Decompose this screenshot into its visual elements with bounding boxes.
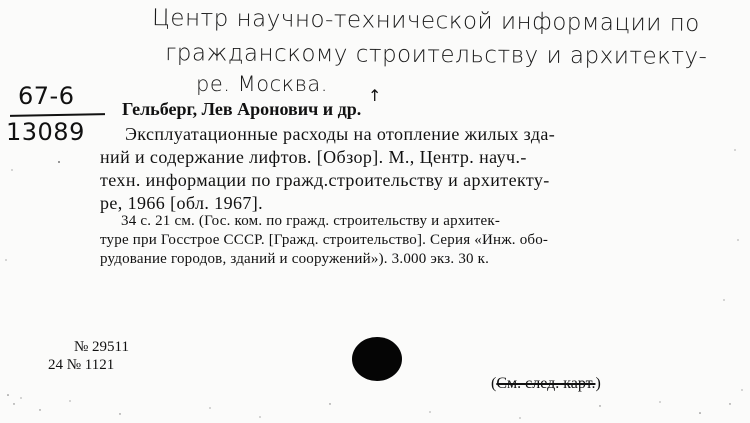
title-line: техн. информации по гражд.строительству и архитекту- bbox=[100, 170, 550, 190]
handwritten-publisher-line-1: Центр научно-технической информации по bbox=[151, 5, 700, 37]
details-line: туре при Госстрое СССР. [Гражд. строительство]. Серия «Инж. обо- bbox=[100, 232, 549, 248]
title-line: Эксплуатационные расходы на отопление жилых зда- bbox=[125, 124, 556, 144]
see-card-open-paren: ( bbox=[491, 375, 497, 392]
handwritten-publisher-line-2: гражданскому строительству и архитекту- bbox=[164, 40, 708, 70]
see-card-close-paren: ) bbox=[595, 375, 601, 392]
title-line: ний и содержание лифтов. [Обзор]. М., Центр. науч.- bbox=[100, 147, 527, 167]
details-line: 34 с. 21 см. (Гос. ком. по гражд. строительству и архитек- bbox=[121, 213, 501, 229]
copy-number: 24 № 1121 bbox=[48, 357, 115, 373]
details-line: рудование городов, зданий и сооружений»). 3.000 экз. 30 к. bbox=[100, 251, 490, 267]
see-card-struck-text: См. след. карт. bbox=[496, 375, 596, 392]
author-heading: Гельберг, Лев Аронович и др. bbox=[122, 99, 362, 119]
handwritten-publisher-line-3: ре. Москва. bbox=[196, 72, 328, 96]
title-line: ре, 1966 [обл. 1967]. bbox=[100, 193, 264, 213]
call-number-top: 67-6 bbox=[18, 82, 75, 110]
insertion-caret: ↑ bbox=[368, 86, 382, 105]
call-number-bottom: 13089 bbox=[6, 118, 85, 146]
inventory-number: № 29511 bbox=[74, 339, 130, 355]
